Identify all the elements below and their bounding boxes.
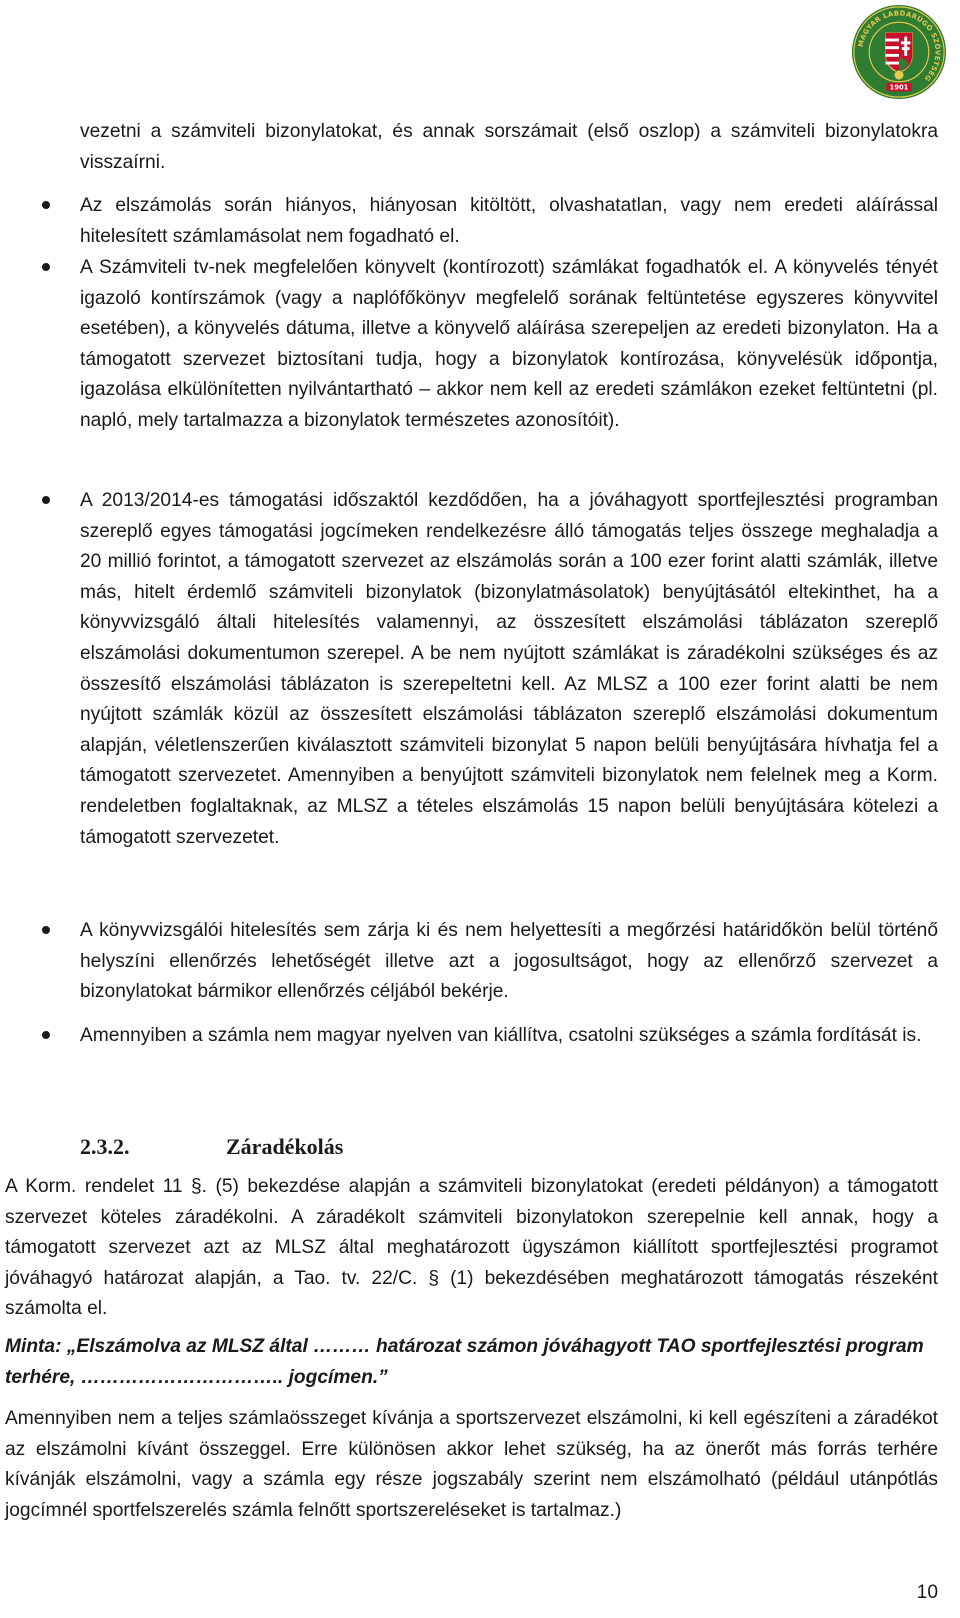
- mlsz-logo: [851, 4, 947, 100]
- intro-continuation: vezetni a számviteli bizonylatokat, és annak sorszámait (első oszlop) a számviteli bizonylatokra visszaírni.: [80, 121, 938, 173]
- mlsz-seal-icon: [851, 4, 947, 100]
- body-paragraph: Amennyiben nem a teljes számlaösszeget kívánja a sportszervezet elszámolni, ki kell egészíteni a záradékot az elszámolni kívánt összeggel. Erre különösen akkor lehet szükség, ha az önerőt más forrás terhére kívánják elszámolni, vagy a számla egy része jogszabály szerint nem elszámolható (például utánpótlás jogcímnél sportfelszerelés számla felnőtt sportszereléseket is tartalmaz.): [5, 1408, 938, 1521]
- bullet-icon: [42, 1031, 50, 1039]
- bullet-icon: [42, 201, 50, 209]
- section-title: Záradékolás: [226, 1134, 344, 1159]
- sample-clause: Minta: „Elszámolva az MLSZ által ……… határozat számon jóváhagyott TAO sportfejlesztési program terhére, ………………………….. jogcímen.”: [5, 1336, 924, 1388]
- list-item: A Számviteli tv-nek megfelelően könyvelt (kontírozott) számlákat fogadhatók el. A könyvelés tényét igazoló kontírszámok (vagy a naplófőkönyv megfelelő sorának feltüntetése egyszeres könyvvitel esetében), a könyvelés dátuma, illetve a könyvelő aláírása szerepeljen az eredeti bizonylaton. Ha a támogatott szervezet biztosítani tudja, hogy a bizonylatok kontírozása, könyvelésük időpontja, igazolása elkülönítetten nyilvántartható – akkor nem kell az eredeti számlákon ezeket feltüntetni (pl. napló, mely tartalmazza a bizonylatok természetes azonosítóit).: [80, 257, 938, 431]
- section-heading: [80, 1133, 343, 1161]
- bullet-icon: [42, 263, 50, 271]
- list-item: A könyvvizsgálói hitelesítés sem zárja ki és nem helyettesíti a megőrzési határidőkön belül történő helyszíni ellenőrzés lehetőségét illetve azt a jogosultságot, hogy az ellenőrző szervezet a bizonylatokat bármikor ellenőrzés céljából bekérje.: [80, 920, 938, 1003]
- list-item: Amennyiben a számla nem magyar nyelven van kiállítva, csatolni szükséges a számla fordítását is.: [80, 1025, 922, 1046]
- logo-ring-text: MAGYAR LABDARÚGÓ SZÖVETSÉG: [856, 9, 942, 83]
- logo-year: 1901: [889, 83, 909, 92]
- body-paragraph: A Korm. rendelet 11 §. (5) bekezdése alapján a számviteli bizonylatokat (eredeti példányon) a támogatott szervezet köteles záradékolni. A záradékolt számviteli bizonylatokon szerepelnie kell annak, hogy a támogatott szervezet azt az MLSZ által meghatározott ügyszámon kiállított sportfejlesztési programot jóváhagyó határozat alapján, a Tao. tv. 22/C. § (1) bekezdésében meghatározott támogatás részeként számolta el.: [5, 1176, 938, 1320]
- page-number: 10: [916, 1582, 938, 1603]
- section-number: 2.3.2.: [80, 1134, 130, 1159]
- list-item: A 2013/2014-es támogatási időszaktól kezdődően, ha a jóváhagyott sportfejlesztési programban szereplő egyes támogatási jogcímeken rendelkezésre álló támogatás teljes összege meghaladja a 20 millió forintot, a támogatott szervezet az elszámolás során a 100 ezer forint alatti számlák, illetve más, hitelt érdemlő számviteli bizonylatok (bizonylatmásolatok) benyújtásától eltekinthet, ha a könyvvizsgáló általi hitelesítés valamennyi, az összesített elszámolási táblázaton szereplő elszámolási dokumentumon szerepel. A be nem nyújtott számlákat is záradékolni szükséges és az összesítő elszámolási táblázaton is szerepeltetni kell. Az MLSZ a 100 ezer forint alatti be nem nyújtott számlák közül az összesített elszámolási táblázaton szereplő elszámolási dokumentum alapján, véletlenszerűen kiválasztott számviteli bizonylat 5 napon belüli benyújtására hívhatja fel a támogatott szervezetet. Amennyiben a benyújtott számviteli bizonylatok nem felelnek meg a Korm. rendeletben foglaltaknak, az MLSZ a tételes elszámolás 15 napon belüli benyújtására kötelezi a támogatott szervezetet.: [80, 490, 938, 848]
- bullet-icon: [42, 926, 50, 934]
- bullet-icon: [42, 496, 50, 504]
- list-item: Az elszámolás során hiányos, hiányosan kitöltött, olvashatatlan, vagy nem eredeti aláírással hitelesített számlamásolat nem fogadható el.: [80, 195, 938, 247]
